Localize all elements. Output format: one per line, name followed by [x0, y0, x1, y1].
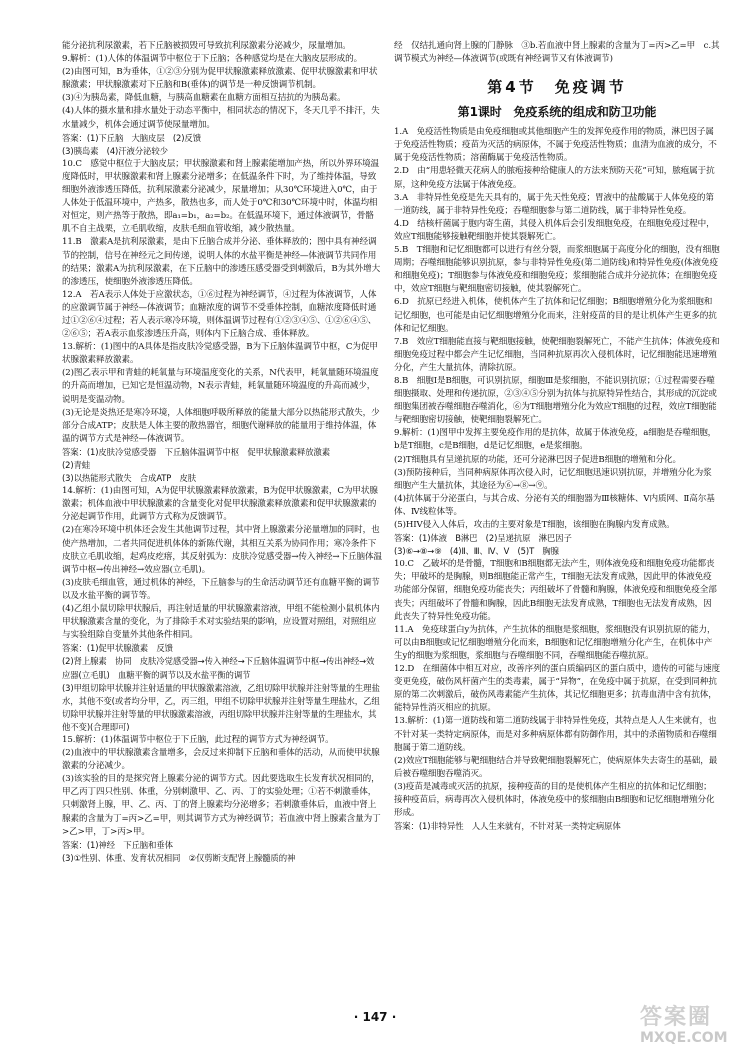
answer-line: 答案：(1)下丘脑 大脑皮层 (2)反馈 (3)胰岛素 (4)汗液分泌较少 — [62, 132, 201, 156]
explanation-paragraph: (2)图乙表示甲和青蛙的耗氧量与环境温度变化的关系，N代表甲，耗氧量随环境温度的升高而增加，已知它是恒温动物，N表示青蛙，耗氧量随环境温度的升高而减少，说明是变温动物。 — [62, 368, 379, 405]
explanation-paragraph: 8.B 细胞Ⅰ是B细胞，可识别抗原，细胞Ⅲ是浆细胞，不能识别抗原；①过程需要吞噬细胞摄取、处理和传递抗原，②③④⑤分别为抗体与抗原特异性结合，其形成的沉淀或细胞集团被吞噬细胞吞噬消化，⑥为T细胞增殖分化为效应T细胞的过程，效应T细胞能与靶细胞密切接触，使靶细胞裂解死亡。 — [394, 375, 717, 426]
explanation-paragraph: 13.解析：(1)图中的A具体是指皮肤冷觉感受器，B为下丘脑体温调节中枢，C为促甲状腺激素释放激素。 — [62, 342, 378, 366]
explanation-paragraph: 3.A 非特异性免疫是先天具有的，属于先天性免疫；胃液中的盐酸属于人体免疫的第一道防线，属于非特异性免疫；吞噬细胞参与第二道防线，属于非特异性免疫。 — [394, 192, 714, 216]
answer-line: 答案：(1)促甲状腺激素 反馈 (2)肾上腺素 协同 皮肤冷觉感受器→传入神经→下丘脑体温调节中枢→传出神经→效应器(立毛肌) 血糖平衡的调节以及水盐平衡的调节 (3)甲组切除甲状腺并注射适量的甲状腺激素溶液，乙组切除甲状腺并注射等量的生理盐水，其他不变(或者均分甲，乙，丙三组，甲组不切除甲状腺并注射等量生理盐水，乙组切除甲状腺并注射等量的甲状腺激素溶液，丙组切除甲状腺并注射等量的生理盐水，其他不变)(合理即可) — [62, 643, 380, 732]
explanation-paragraph: (4)抗体属于分泌蛋白，与其合成、分泌有关的细胞器为Ⅲ核糖体、Ⅴ内质网、Ⅱ高尔基体、Ⅳ线粒体等。 — [394, 493, 715, 517]
answer-line: 答案：(1)非特异性 人人生来就有，不针对某一类特定病原体 — [394, 821, 621, 832]
page-number: · 147 · — [353, 1010, 397, 1024]
explanation-paragraph: 14.解析：(1)由图可知，A为促甲状腺激素释放激素，B为促甲状腺激素，C为甲状腺激素；机体血液中甲状腺激素的含量变化对促甲状腺激素释放激素和促甲状腺激素的分泌起调节作用，此调节方式称为反馈调节。 — [62, 486, 378, 523]
explanation-paragraph: (3)该实验的目的是探究肾上腺素分泌的调节方式。因此要选取生长发育状况相同的，甲乙丙丁四只性别、体重，分别刺激甲、乙、丙、丁的实验处理；①若不刺激垂体，只刺激肾上腺，甲、乙、丙、丁的肾上腺素均分泌增多；若刺激垂体后，血液中肾上腺素的含量为丁=丙>乙=甲，则其调节方式为神经调节；若血液中肾上腺素含量为丁>乙>甲，丁>丙>甲。 — [62, 774, 381, 837]
explanation-paragraph: 12.D 在细菌体中相互对应，改善序列的蛋白质编码区的蛋白质中，遗传的可能与速度变更免疫，破伤风杆菌产生的类毒素，属于“异物”，在免疫中属于抗原，在受到同种抗原的第二次刺激后，破伤风毒素能产生抗体，其记忆细胞更多；抗毒血清中含有抗体，能特异性消灭相应的抗原。 — [394, 664, 720, 714]
explanation-paragraph: (3)无论是炎热还是寒冷环境，人体细胞呼吸所释放的能量大部分以热能形式散失，少部分合成ATP；皮肤是人体主要的散热器官，细胞代谢释放的能量用于维持体温，体温的调节方式是神经—体液调节。 — [62, 407, 380, 444]
right-column-continuation: 经 仅结扎通向肾上腺的门静脉 ③b.若血液中肾上腺素的含量为丁=丙>乙=甲 c.其调节模式为神经—体液调节(或既有神经调节又有体液调节) — [394, 41, 720, 65]
explanation-paragraph: 6.D 抗原已经进入机体，使机体产生了抗体和记忆细胞；B细胞增殖分化为浆细胞和记忆细胞，也可能是由记忆细胞增殖分化而来，注射疫苗的目的是让机体产生更多的抗体和记忆细胞。 — [394, 297, 717, 334]
explanation-paragraph: (2)T细胞具有呈递抗原的功能，还可分泌淋巴因子促进B细胞的增殖和分化。 — [394, 454, 682, 465]
explanation-paragraph: (3)④为胰岛素，降低血糖，与胰高血糖素在血糖方面相互拮抗的为胰岛素。 — [62, 93, 346, 104]
section-title: 第4节 免疫调节 — [487, 78, 627, 97]
right-column — [394, 40, 720, 833]
explanation-paragraph: (2)效应T细胞能够与靶细胞结合并导致靶细胞裂解死亡，使病原体失去寄生的基础，最后被吞噬细胞吞噬消灭。 — [394, 755, 718, 779]
explanation-paragraph: 能分泌抗利尿激素，若下丘脑被损毁可导致抗利尿激素分泌减少，尿量增加。 — [62, 41, 351, 51]
answer-line: 答案：(1)神经 下丘脑和垂体 (3)①性别、体重、发育状况相同 ②仅剪断支配肾上腺髓质的神 — [62, 839, 296, 863]
explanation-paragraph: 7.B 效应T细胞能直接与靶细胞接触，使靶细胞裂解死亡，不能产生抗体；体液免疫和细胞免疫过程中都会产生记忆细胞，当同种抗原再次入侵机体时，记忆细胞能迅速增殖分化，产生大量抗体，清除抗原。 — [394, 336, 720, 373]
explanation-paragraph: 4.D 结核杆菌属于胞内寄生菌，其侵入机体后会引发细胞免疫，在细胞免疫过程中，效应T细胞能够接触靶细胞并使其裂解死亡。 — [394, 218, 715, 242]
watermark-text-top: 答案圈 — [640, 1005, 713, 1030]
explanation-paragraph: (3)皮肤毛细血管，通过机体的神经，下丘脑参与的生命活动调节还有血糖平衡的调节以及水盐平衡的调节等。 — [62, 577, 380, 601]
watermark-text-bottom: MXQE.COM — [640, 1030, 728, 1046]
explanation-paragraph: 1.A 免疫活性物质是由免疫细胞或其他细胞产生的发挥免疫作用的物质，淋巴因子属于免疫活性物质；疫苗为灭活的病原体，不属于免疫活性物质；血清为血液的成分，不属于免疫活性物质；溶菌酶属于免疫活性物质。 — [394, 127, 717, 164]
answer-line: 答案：(1)皮肤冷觉感受器 下丘脑体温调节中枢 促甲状腺激素释放激素 (2)青蛙 (3)以热能形式散失 合成ATP 皮肤 — [62, 446, 331, 484]
explanation-paragraph: 10.C 感觉中枢位于大脑皮层；甲状腺激素和肾上腺素能增加产热，所以外界环境温度降低时，甲状腺激素和肾上腺素分泌增多；在低温条件下时，为了维持体温，导致细胞外液渗透压降低，抗利尿激素分泌减少，尿量增加；从30℃环境进入0℃，由于人体处于低温环境中，产热多，散热也多，而人处于0℃和30℃环境中时，体温均相对恒定，则产热等于散热，即a₁=b₁，a₂=b₂。在低温环境下，通过体液调节，骨骼肌不自主战栗，立毛肌收缩，皮肤毛细血管收缩，减少散热量。 — [62, 158, 380, 235]
lesson-title: 第1课时 免疫系统的组成和防卫功能 — [457, 105, 657, 120]
explanation-paragraph: (5)HIV侵入人体后，攻击的主要对象是T细胞，该细胞在胸腺内发育成熟。 — [394, 520, 675, 530]
explanation-paragraph: 9.解析：(1)图甲中发挥主要免疫作用的是抗体，故属于体液免疫，a细胞是吞噬细胞，b是T细胞，c是B细胞，d是记忆细胞，e是浆细胞。 — [394, 428, 717, 452]
explanation-paragraph: 15.解析：(1)体温调节中枢位于下丘脑，此过程的调节方式为神经调节。 — [62, 734, 334, 745]
explanation-paragraph: 12.A 若A表示人体处于应激状态，①⑥过程为神经调节，④过程为体液调节，人体的应激调节属于神经—体液调节；血糖浓度的调节不受垂体控制，血糖浓度降低时通过①②⑥④过程；若人表示寒冷环境，则体温调节过程有①②③④⑤、①②⑥④⑤、②⑥⑤；若A表示血浆渗透压升高，则体内下丘脑合成、垂体释放。 — [62, 289, 377, 340]
explanation-paragraph: (2)由图可知，B为垂体，①②③分别为促甲状腺激素释放激素、促甲状腺激素和甲状腺激素；甲状腺激素对下丘脑和B(垂体)的调节是一种反馈调节机制。 — [62, 67, 378, 91]
explanation-paragraph: 11.B 激素A是抗利尿激素，是由下丘脑合成并分泌、垂体释放的；图中具有神经调节的控制，信号在神经元之间传递，说明人体的水盐平衡是神经—体液调节共同作用的结果；激素A为抗利尿激素，在下丘脑中的渗透压感受器受到刺激后，B为其外增大的渗透压，使细胞外液渗透压降低。 — [62, 237, 381, 287]
explanation-paragraph: 9.解析：(1)人体的体温调节中枢位于下丘脑；各种感觉均是在大脑皮层形成的。 — [62, 54, 363, 65]
watermark-logo — [640, 1006, 740, 1052]
explanation-paragraph: (3)疫苗是减毒或灭活的抗原，接种疫苗的目的是使机体产生相应的抗体和记忆细胞；接种疫苗后，病毒再次入侵机体时，体液免疫中的浆细胞由B细胞和记忆细胞增殖分化形成。 — [394, 781, 715, 819]
explanation-paragraph: (3)预防接种后，当同种病原体再次侵入时，记忆细胞迅速识别抗原，并增殖分化为浆细胞产生大量抗体，其途径为⑥→⑧→⑨。 — [394, 467, 712, 491]
explanation-paragraph: (2)血液中的甲状腺激素含量增多，会反过来抑制下丘脑和垂体的活动，从而使甲状腺激素的分泌减少。 — [62, 748, 380, 772]
explanation-paragraph: (2)在寒冷环境中机体还会发生其他调节过程，其中肾上腺激素分泌量增加的同时，也使产热增加，二者共同促进机体体的新陈代谢，其相互关系为协同作用；寒冷条件下皮肤立毛肌收缩，起鸡皮疙瘩，其反射弧为：皮肤冷觉感受器→传入神经→下丘脑体温调节中枢→传出神经→效应器(立毛肌)。 — [62, 525, 382, 575]
right-answer-list — [394, 126, 720, 833]
explanation-paragraph: 2.D 由“用患轻微天花病人的脓疱接种给健康人的方法来预防天花”可知，脓疱属于抗原，这种免疫方法属于体液免疫。 — [394, 166, 715, 190]
explanation-paragraph: 13.解析：(1)第一道防线和第二道防线属于非特异性免疫，其特点是人人生来就有，也不针对某一类特定病原体，而是对多种病原体都有防御作用，其中的杀菌物质和吞噬细胞属于第二道防线。 — [394, 716, 717, 753]
explanation-paragraph: 5.B T细胞和记忆细胞都可以进行有丝分裂，而浆细胞属于高度分化的细胞，没有细胞周期；吞噬细胞能够识别抗原，参与非特异性免疫(第二道防线)和特异性免疫(体液免疫和细胞免疫)；T细胞参与体液免疫和细胞免疫；浆细胞能合成并分泌抗体；在细胞免疫中，效应T细胞与靶细胞密切接触，使其裂解死亡。 — [394, 245, 720, 295]
explanation-paragraph: 10.C 乙破坏的是骨髓，T细胞和B细胞都无法产生，则体液免疫和细胞免疫功能都丧失；甲破坏的是胸腺，则B细胞能正常产生，T细胞无法发育成熟，因此甲的体液免疫功能部分保留，细胞免疫功能丧失；丙组破坏了骨髓和胸腺，体液免疫和细胞免疫全部丧失；丙组破坏了骨髓和胸腺，因此B细胞无法发育成熟，T细胞也无法发育成熟，因此丧失了特异性免疫功能。 — [394, 559, 717, 622]
explanation-paragraph: (4)乙组小鼠切除甲状腺后，再注射适量的甲状腺激素溶液，甲组不能检测小鼠机体内甲状腺激素含量的变化，为了排除手术对实验结果的影响，应设置对照组，对照组应与实验组除自变量外其他条件相同。 — [62, 604, 380, 641]
explanation-paragraph: 11.A 免疫球蛋白y为抗体，产生抗体的细胞是浆细胞，浆细胞没有识别抗原的能力，可以由B细胞或记忆细胞增殖分化而来，B细胞和记忆细胞增殖分化产生，在机体中产生y的细胞为浆细胞，浆细胞与吞噬细胞不同，吞噬细胞能吞噬抗原。 — [394, 624, 716, 661]
explanation-paragraph: (4)人体的摄水量和排水量处于动态平衡中，相同状态的情况下，冬天几乎不排汗，失水量减少，机体会通过调节使尿量增加。 — [62, 106, 380, 130]
left-column — [62, 40, 382, 865]
answer-line: 答案：(1)体液 B淋巴 (2)呈递抗原 淋巴因子 (3)⑥→⑧→⑨ (4)Ⅱ、Ⅲ、Ⅳ、Ⅴ (5)T 胸腺 — [394, 533, 572, 557]
